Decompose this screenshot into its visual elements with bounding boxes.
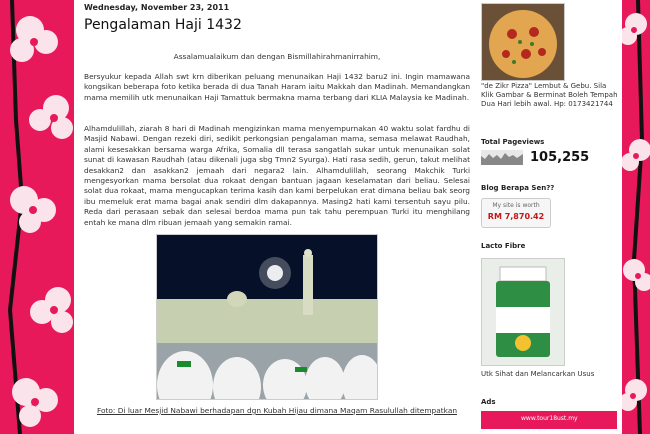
left-floral-border xyxy=(0,0,74,434)
blog-worth-badge[interactable] xyxy=(481,198,551,228)
ads-banner[interactable] xyxy=(481,411,617,429)
ads-banner-text: www.tour18ust.my xyxy=(521,415,578,422)
pageviews-title: Total Pageviews xyxy=(481,138,545,146)
lacto-fibre-jar xyxy=(482,259,564,365)
pizza-promo-text: "de Zikr Pizza" Lembut & Gebu. Sila Klik Gambar & Berminat Boleh Tempah Dua Hari lebih awal. Hp: 0173421744 xyxy=(481,82,618,109)
post-greeting: Assalamualaikum dan dengan Bismillahirahmanirrahim, xyxy=(173,52,381,61)
pizza-photo xyxy=(482,4,564,80)
post-title[interactable]: Pengalaman Haji 1432 xyxy=(84,17,242,33)
pizza-image[interactable] xyxy=(481,3,565,81)
mosque-image xyxy=(157,235,377,399)
post-date: Wednesday, November 23, 2011 xyxy=(84,3,230,12)
lacto-fibre-image[interactable] xyxy=(481,258,565,366)
right-floral-border xyxy=(622,0,650,434)
photo-caption[interactable]: Foto: Di luar Mesjid Nabawi berhadapan dgn Kubah Hijau dimana Maqam Rasulullah ditempatkan xyxy=(96,406,458,415)
mosque-photo[interactable] xyxy=(156,234,378,400)
lacto-fibre-title: Lacto Fibre xyxy=(481,242,526,250)
floral-pattern-right xyxy=(622,0,650,434)
blog-worth-title: Blog Berapa Sen?? xyxy=(481,184,555,192)
pageviews-sparkline xyxy=(481,150,523,165)
post-paragraph-2: Alhamdulillah, ziarah 8 hari di Madinah mengizinkan mama menyempurnakan 40 waktu solat fardhu di Masjid Nabawi. Dengan rezeki diri, sedikit perkongsian pengalaman mama, semasa melawat Raudhah, alami kesesakkan bersama warga Afrika, Somalia dll terasa sangatlah sukar untuk menunaikan solat sunat di kawasan Raudhah (atau dikenali juga sbg Tmn2 Syurga). Hati rasa sedih, gerun, takut melihat desakkan2 dan asakkan2 jemaah dari negara2 lain. Alhamdulillah, seorang Makchik Turki mengesyorkan mama bersolat dua rokaat dengan bantuan jagaan keselamatan dari beliau. Selesai solat dua rokaat, mama mengucapkan terima kasih dan kami berpelukan erat dimana beliau bak seorg ibu memeluk erat mama bagai anak sendiri dlm dakapannya. Masing2 hati kami tersentuh sayu pilu. Reda dari perasaan sebak dan selesai berdoa mama pun tak tahu perempuan Turki itu menghilang entah ke mana dlm ribuan jemaah yang semakin ramai. xyxy=(84,124,470,227)
ads-title: Ads xyxy=(481,398,496,406)
worth-value: RM 7,870.42 xyxy=(487,212,545,221)
pageviews-count: 105,255 xyxy=(530,150,590,165)
worth-label: My site is worth xyxy=(492,202,540,209)
post-column xyxy=(74,0,476,434)
floral-pattern-left xyxy=(0,0,74,434)
post-paragraph-1: Bersyukur kepada Allah swt krn diberikan peluang menunaikan Haji 1432 baru2 ini. Ingin mamawana kongsikan beberapa foto ketika berada di dua Tanah Haram iaitu Makkah dan Madinah. Memandangkan mama memilih utk menunaikan Haji Tamattuk bermakna mama terbang dari KLIA Malaysia ke Madinah. xyxy=(84,72,470,102)
lacto-fibre-caption: Utk Sihat dan Melancarkan Usus xyxy=(481,370,595,378)
sidebar xyxy=(476,0,622,434)
